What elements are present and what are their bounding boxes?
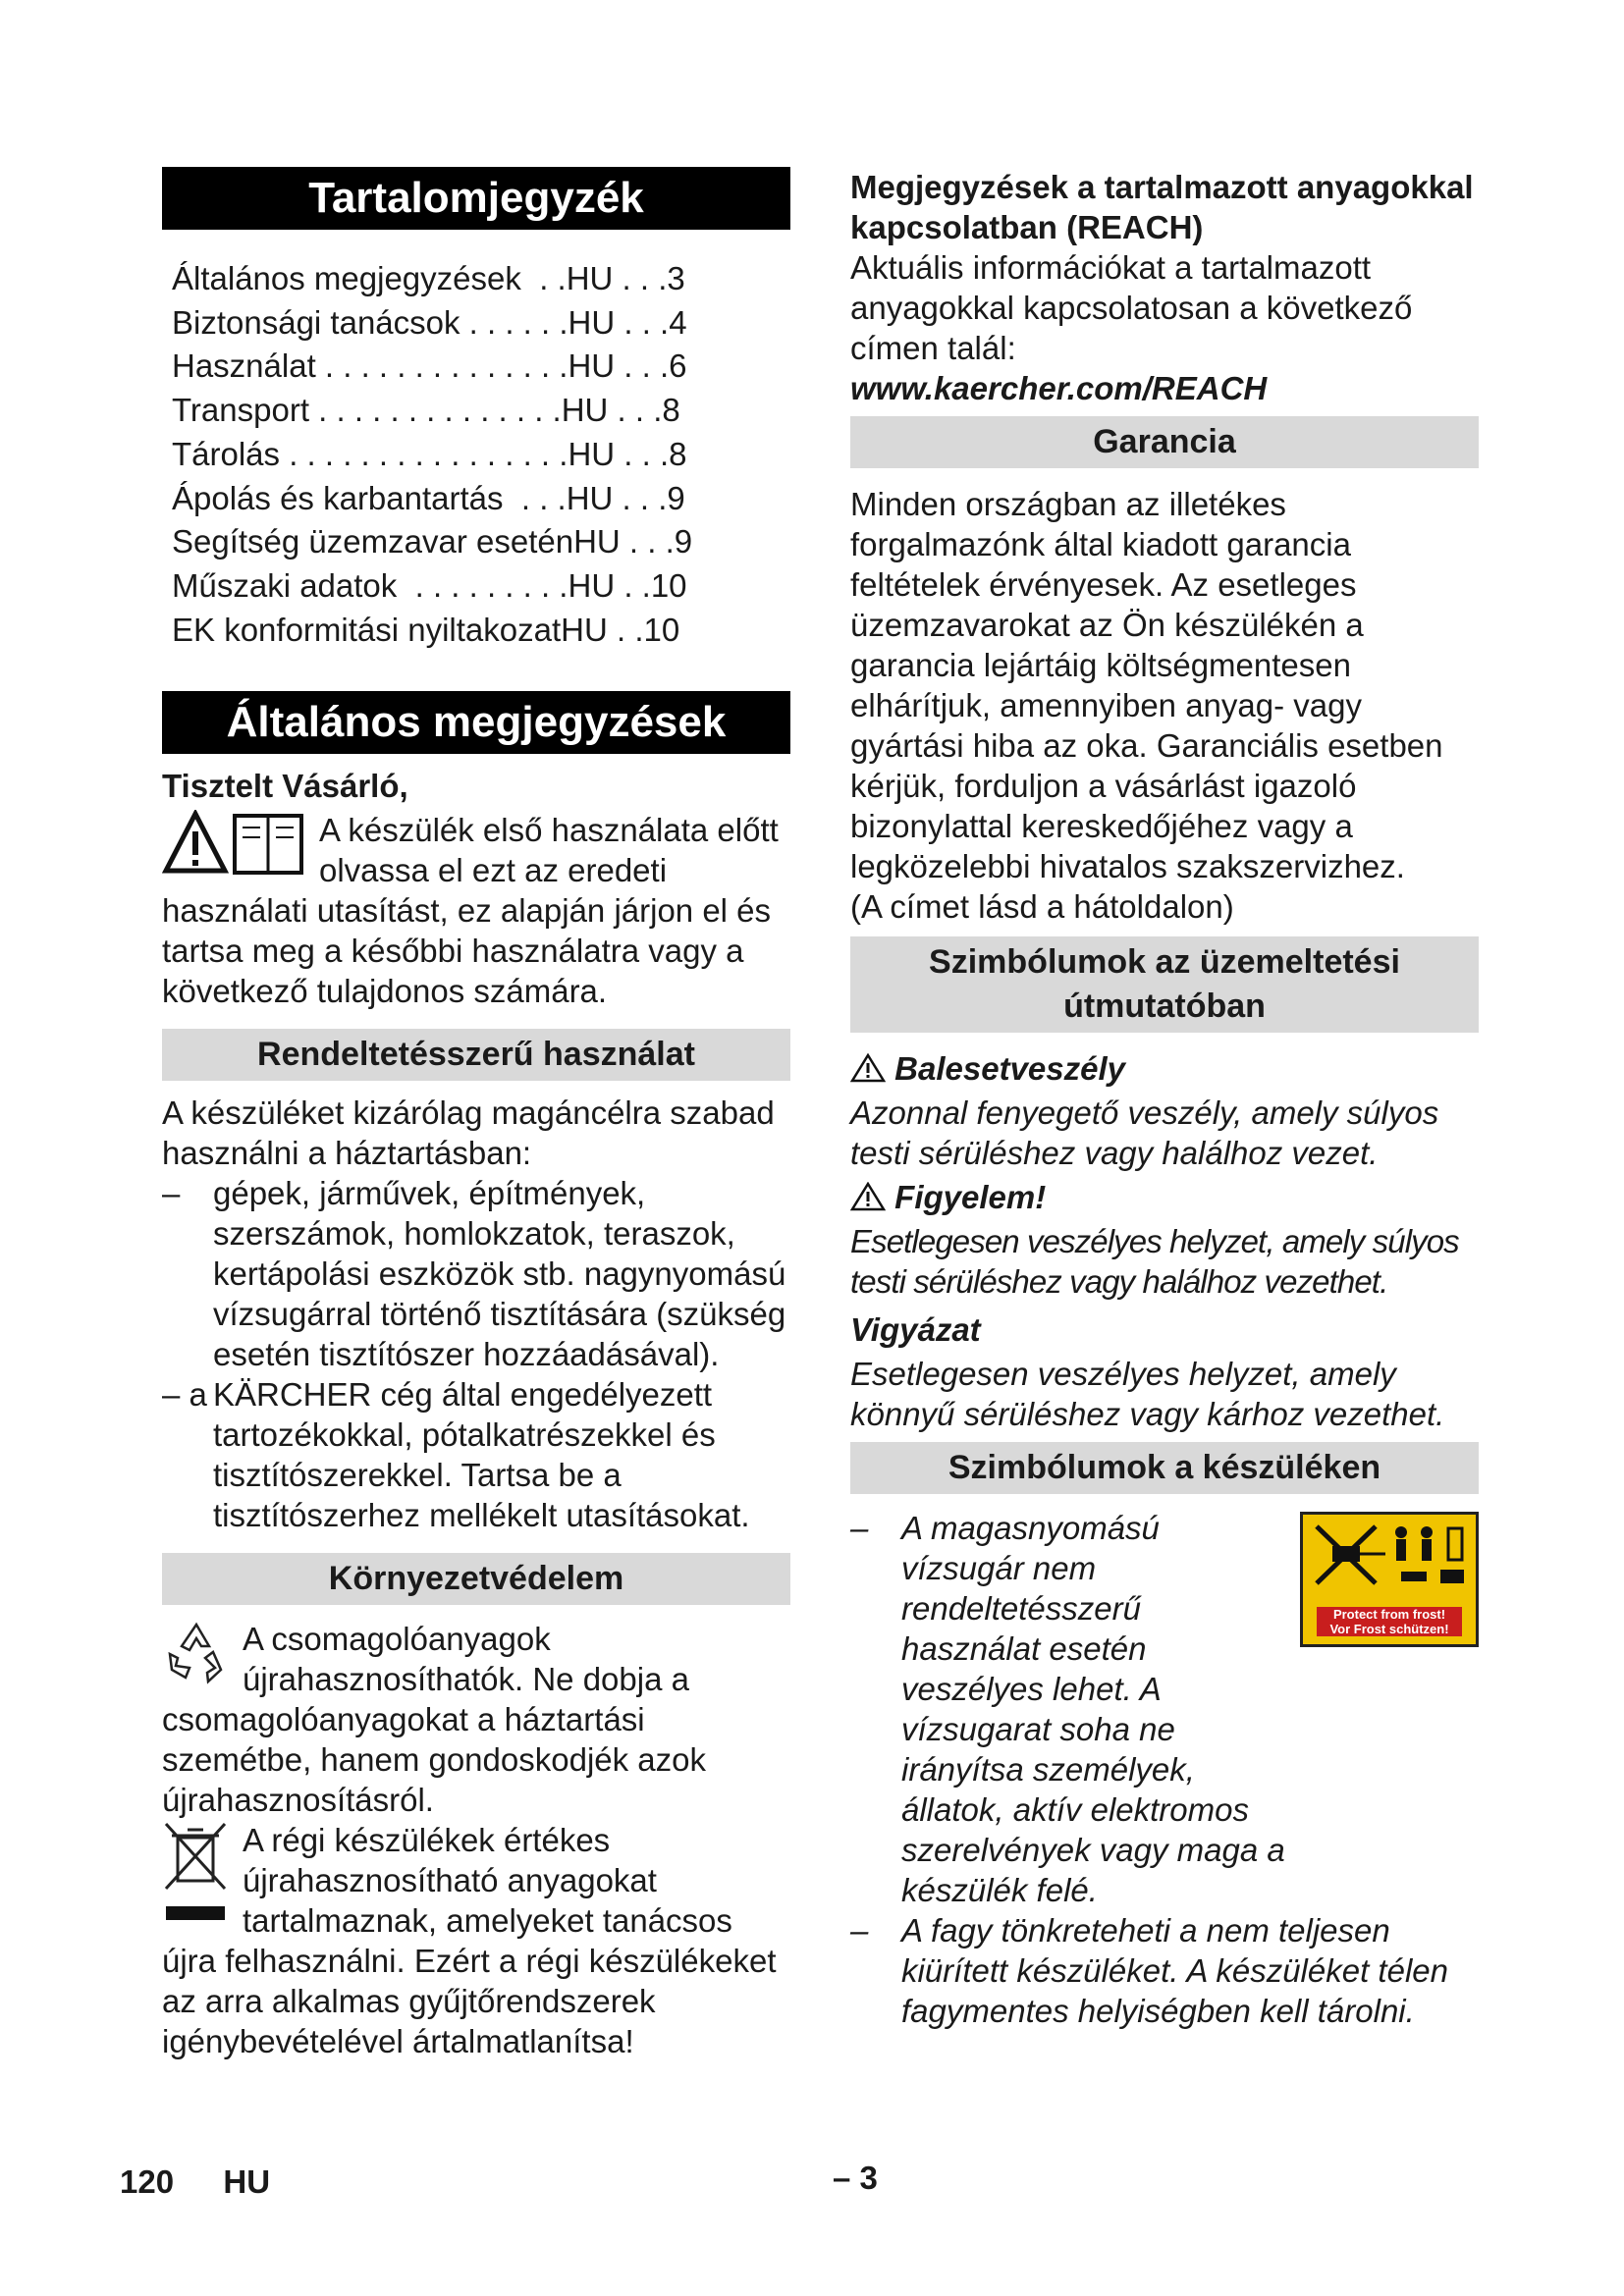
right-column <box>850 167 1479 2031</box>
danger-label: Balesetveszély <box>850 1048 1479 1089</box>
toc-entry-title: Használat . . . . . . . . . . . . . . <box>172 347 568 385</box>
toc-row <box>162 433 790 477</box>
page-footer-center: – 3 <box>833 2160 878 2196</box>
toc-row <box>162 520 790 564</box>
warning-text: Esetlegesen veszélyes helyzet, amely súlyos testi sérüléshez vagy halálhoz vezethet. <box>850 1223 1459 1300</box>
symbols-device-title: Szimbólumok a készüléken <box>850 1442 1479 1494</box>
toc-list <box>162 257 790 652</box>
weee-paragraph: A régi készülékek értékes újrahasznosítható anyagokat tartalmaznak, amelyeket tanácsos újra felhasználni. Ezért a régi készülékeket az arra alkalmas gyűjtőrendszerek igénybevételével ártalmatlanítsa! <box>162 1822 777 2060</box>
language-code: HU <box>223 2163 271 2200</box>
caution-label: Vigyázat <box>850 1311 981 1348</box>
list-item: – A magasnyomású vízsugár nem rendeltetésszerű használat esetén veszélyes lehet. A vízsugarat soha ne irányítsa személyek, állatok, aktív elektromos szerelvények vagy maga a készülék felé. <box>850 1510 1285 1908</box>
intro-paragraph: A készülék első használata előtt olvassa el ezt az eredeti használati utasítást, ez alapján járjon el és tartsa meg a későbbi használatra vagy a következő tulajdonos számára. <box>162 812 779 1010</box>
toc-row <box>162 301 790 346</box>
greeting: Tisztelt Vásárló, <box>162 768 408 805</box>
toc-entry-page: HU . . .6 <box>568 347 687 385</box>
toc-title: Tartalomjegyzék <box>162 167 790 230</box>
danger-text: Azonnal fenyegető veszély, amely súlyos testi sérüléshez vagy halálhoz vezet. <box>850 1095 1439 1171</box>
toc-entry-page: HU . . .8 <box>561 392 680 429</box>
list-item: – a KÄRCHER cég által engedélyezett tartozékokkal, pótalkatrészekkel és tisztítószerekkel. Tartsa be a tisztítószerhez mellékelt utasításokat. <box>162 1376 750 1534</box>
symbols-manual-title: Szimbólumok az üzemeltetési útmutatóban <box>850 936 1479 1033</box>
toc-entry-title: Segítség üzemzavar esetén <box>172 523 574 561</box>
warranty-title: Garancia <box>850 416 1479 468</box>
toc-entry-title: Általános megjegyzések . . <box>172 260 567 296</box>
toc-entry-title: EK konformitási nyiltakozat <box>172 611 562 648</box>
toc-entry-page: HU . .10 <box>561 611 680 648</box>
toc-row <box>162 564 790 609</box>
reach-url[interactable]: www.kaercher.com/REACH <box>850 370 1268 406</box>
caution-text: Esetlegesen veszélyes helyzet, amely könnyű sérüléshez vagy kárhoz vezethet. <box>850 1356 1445 1432</box>
toc-row <box>162 345 790 389</box>
frost-warning-sticker <box>1300 1512 1479 1647</box>
crossed-bin-icon <box>162 1820 231 1937</box>
toc-entry-page: HU . . .3 <box>566 260 685 296</box>
intended-use-title: Rendeltetésszerű használat <box>162 1029 790 1081</box>
reach-text: Aktuális információkat a tartalmazott anyagokkal kapcsolatosan a következő címen talál: <box>850 249 1413 366</box>
warning-label: Figyelem! <box>850 1177 1479 1217</box>
warranty-note: (A címet lásd a hátoldalon) <box>850 888 1234 925</box>
recycle-paragraph: A csomagolóanyagok újrahasznosíthatók. Ne dobja a csomagolóanyagokat a háztartási szemétbe, hanem gondoskodjék azok újrahasznosításról. <box>162 1621 707 1819</box>
symbols-device-list <box>850 1508 1479 2031</box>
recycle-icon <box>162 1619 231 1696</box>
intended-use-list <box>162 1173 790 1535</box>
environment-title: Környezetvédelem <box>162 1553 790 1605</box>
reach-title: Megjegyzések a tartalmazott anyagokkal kapcsolatban (REACH) <box>850 169 1474 245</box>
page-number: 120 <box>120 2163 175 2200</box>
toc-entry-title: Transport . . . . . . . . . . . . . . <box>172 392 562 429</box>
toc-entry-page: HU . . .8 <box>568 435 687 472</box>
toc-row <box>162 257 790 301</box>
toc-row <box>162 477 790 521</box>
list-item: – gépek, járművek, építmények, szerszámok, homlokzatok, teraszok, kertápolási eszközök stb. nagynyomású vízsugárral történő tisztítására (szükség esetén tisztítószer hozzáadásával). <box>162 1175 786 1373</box>
toc-row <box>162 389 790 433</box>
toc-entry-title: Biztonsági tanácsok . . . . . . <box>172 303 568 341</box>
list-item: – A fagy tönkreteheti a nem teljesen kiürített készüléket. A készüléket télen fagymentes helyiségben kell tárolni. <box>850 1912 1448 2029</box>
toc-row <box>162 609 790 653</box>
warning-manual-icon <box>162 810 307 887</box>
warning-triangle-icon <box>850 1050 894 1087</box>
intended-use-text: A készüléket kizárólag magáncélra szabad használni a háztartásban: <box>162 1095 775 1172</box>
toc-entry-title: Műszaki adatok . . . . . . . . . <box>172 566 568 604</box>
toc-entry-title: Ápolás és karbantartás . . . <box>172 479 567 516</box>
toc-entry-title: Tárolás . . . . . . . . . . . . . . . . <box>172 435 568 472</box>
warranty-text: Minden országban az illetékes forgalmazónk által kiadott garancia feltételek érvényesek. Az esetleges üzemzavarokat az Ön készülékén a garancia lejártáig költségmentesen elhárítjuk, amennyiben anyag- vagy gyártási hiba az oka. Garanciális esetben kérjük, forduljon a vásárlást igazoló bizonylattal kereskedőjéhez vagy a legközelebbi hivatalos szakszervizhez. <box>850 486 1443 884</box>
general-title: Általános megjegyzések <box>162 691 790 754</box>
sticker-caption: Protect from frost! Vor Frost schützen! <box>1317 1607 1462 1636</box>
left-column <box>162 167 790 2061</box>
toc-entry-page: HU . . .9 <box>566 479 685 516</box>
toc-entry-page: HU . .10 <box>568 566 687 604</box>
page-footer-left <box>120 2163 270 2201</box>
toc-entry-page: HU . . .4 <box>568 303 687 341</box>
warning-triangle-icon <box>850 1179 894 1215</box>
toc-entry-page: HU . . .9 <box>573 523 693 561</box>
